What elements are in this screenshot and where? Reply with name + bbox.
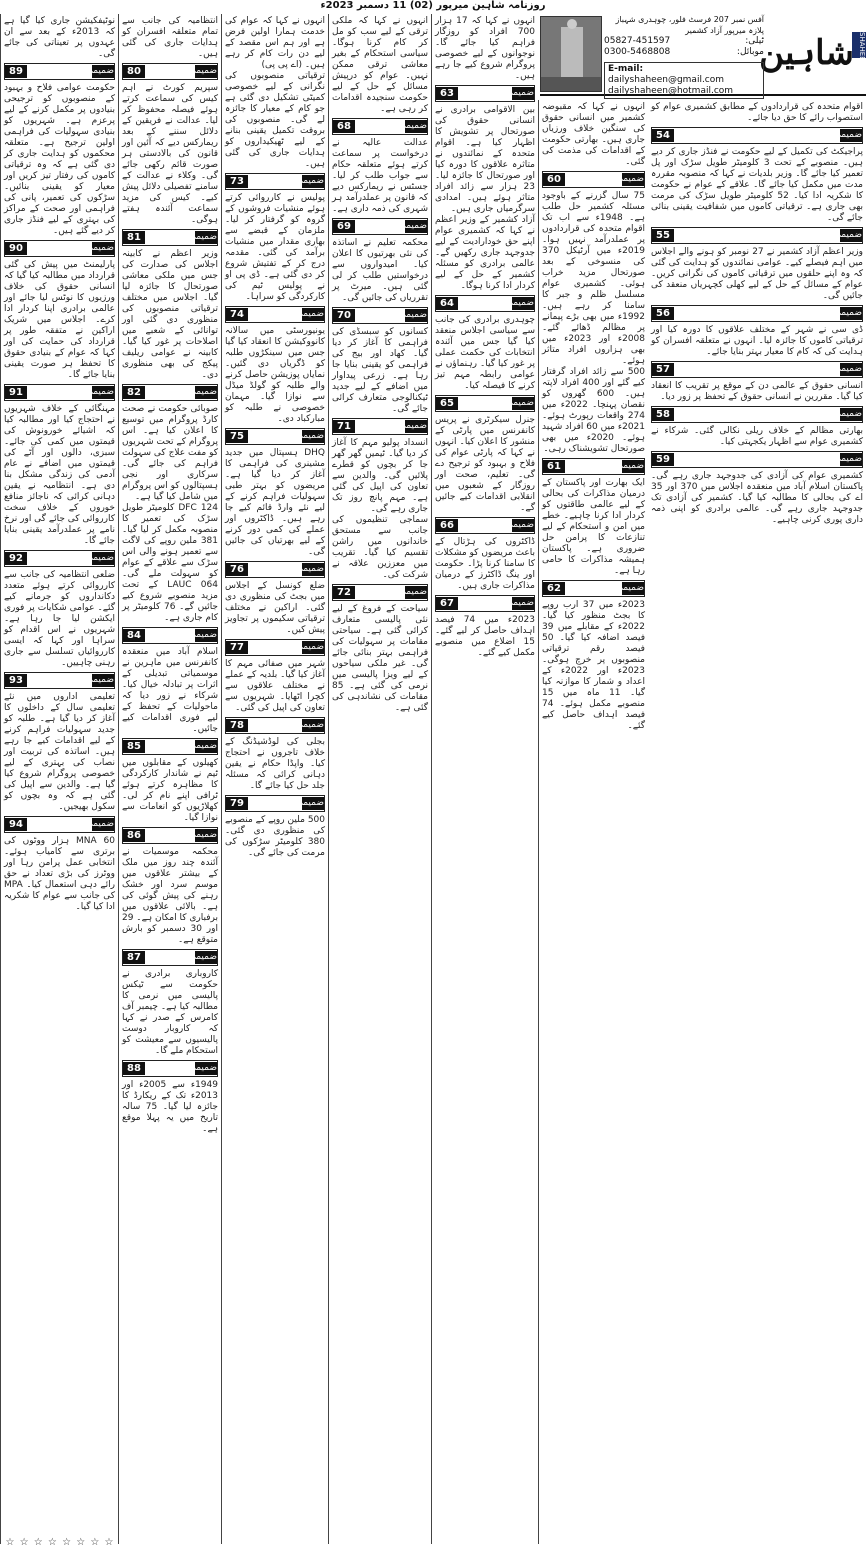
email-secondary[interactable]: dailyshaheen@hotmail.com: [608, 86, 734, 96]
news-text: ڈی سی نے شہر کے مختلف علاقوں کا دورہ کیا اور ترقیاتی کاموں کا جائزہ لیا۔ انہوں نے متعلقہ افسران کو ہدایت کی کہ کام کا معیار بہتر بنایا جائے۔: [651, 325, 863, 357]
news-item-number: 84: [123, 629, 145, 642]
news-text: انہوں نے کہا کہ 17 ہزار 700 افراد کو روزگار فراہم کیا جائے گا۔ نوجوانوں کے لیے خصوصی پروگرام شروع کیے جا رہے ہیں۔: [435, 16, 535, 81]
news-item-header: [542, 580, 645, 597]
news-text: سیاحت کے فروغ کے لیے نئی پالیسی متعارف کرائی گئی ہے۔ سیاحتی مقامات پر سہولیات کی فراہمی بہتر بنائی جائے گی۔ غیر ملکی سیاحوں کے لیے ویزا پالیسی میں نرمی کی گئی ہے۔ 85 مقامات کی نشاندہی کی گئی ہے۔: [332, 604, 428, 713]
news-item-label: ضمیمہ: [87, 66, 114, 76]
masthead-contact: [604, 14, 764, 94]
news-item-label: ضمیمہ: [507, 88, 534, 98]
news-text: انسانی حقوق کے عالمی دن کے موقع پر تقریب کا انعقاد کیا گیا۔ مقررین نے انسانی حقوق کے تحفظ پر زور دیا۔: [651, 381, 863, 402]
news-item-header: [4, 63, 115, 80]
news-item-header: [225, 173, 325, 190]
news-item-number: 77: [226, 641, 248, 654]
news-item-label: ضمیمہ: [400, 587, 427, 597]
news-item-header: [332, 584, 428, 601]
news-item-number: 65: [436, 397, 458, 410]
news-item-label: ضمیمہ: [190, 66, 217, 76]
news-item-label: ضمیمہ: [190, 952, 217, 962]
news-item-header: [435, 595, 535, 612]
news-item-label: ضمیمہ: [190, 232, 217, 242]
news-item-label: ضمیمہ: [835, 230, 862, 240]
news-text: کسانوں کو سبسڈی کی فراہمی کا آغاز کر دیا گیا۔ کھاد اور بیج کی فراہمی کو یقینی بنایا جا رہا ہے۔ زرعی پیداوار میں اضافے کے لیے جدید ٹیکنالوجی متعارف کرائی جائے گی۔: [332, 327, 428, 414]
email-primary[interactable]: dailyshaheen@gmail.com: [608, 75, 725, 85]
news-text: محکمہ تعلیم نے اساتذہ کی نئی بھرتیوں کا اعلان کیا۔ امیدواروں سے درخواستیں طلب کر لی گئی ہیں۔ میرٹ پر تقرریاں کی جائیں گی۔: [332, 238, 428, 303]
news-item-header: [122, 627, 218, 644]
news-item-number: 78: [226, 719, 248, 732]
news-text: انہوں نے کہا کہ مقبوضہ کشمیر میں انسانی حقوق کی سنگین خلاف ورزیاں جاری ہیں۔ بھارتی حکومت کے اقدامات کی مذمت کی گئی۔: [542, 102, 645, 167]
news-text: بھارتی مظالم کے خلاف ریلی نکالی گئی۔ شرکاء نے کشمیری عوام سے اظہار یکجہتی کیا۔: [651, 426, 863, 447]
news-item-number: 58: [652, 408, 674, 421]
news-text: شہر میں صفائی مہم کا آغاز کیا گیا۔ بلدیہ کے عملے نے مختلف علاقوں سے کچرا اٹھایا۔ شہریوں سے تعاون کی اپیل کی گئی۔: [225, 659, 325, 713]
news-text: کھیلوں کے مقابلوں میں ٹیم نے شاندار کارکردگی کا مظاہرہ کرتے ہوئے ٹرافی اپنے نام کر لی۔ کھلاڑیوں کو انعامات سے نوازا گیا۔: [122, 758, 218, 823]
news-text: ضلعی انتظامیہ کی جانب سے کارروائی کرتے ہوئے متعدد دکانداروں کو جرمانے کیے گئے۔ عوامی شکایات پر فوری ایکشن لیا جا رہا ہے۔ شہریوں نے اس اقدام کو سراہا اور کہا کہ ایسی کارروائیاں تسلسل سے جاری رہنی چاہییں۔: [4, 570, 115, 668]
news-text: پارلیمنٹ میں پیش کی گئی قرارداد میں مطالبہ کیا گیا کہ انسانی حقوق کی خلاف ورزیوں کا نوٹس لیا جائے اور عالمی برادری اپنا کردار ادا کرے۔ اجلاس میں شریک اراکین نے متفقہ طور پر قرارداد کی حمایت کی اور کہا کہ عوام کے بنیادی حقوق کا تحفظ ہر صورت یقینی بنایا جائے گا۔: [4, 260, 115, 380]
news-item-number: 71: [333, 420, 355, 433]
news-item-label: ضمیمہ: [835, 364, 862, 374]
news-item-number: 70: [333, 309, 355, 322]
news-item-number: 72: [333, 586, 355, 599]
news-item-label: ضمیمہ: [617, 583, 644, 593]
news-item-number: 85: [123, 740, 145, 753]
news-item-number: 55: [652, 229, 674, 242]
news-item-label: ضمیمہ: [835, 454, 862, 464]
news-item-header: [122, 949, 218, 966]
news-item-number: 69: [333, 220, 355, 233]
news-item-label: ضمیمہ: [190, 387, 217, 397]
news-item-label: ضمیمہ: [507, 520, 534, 530]
news-item-number: 68: [333, 120, 355, 133]
news-text: 2023ء میں 37 ارب روپے کا بجٹ منظور کیا گیا۔ 2022ء کے مقابلے میں 39 فیصد اضافہ کیا گیا۔ 50 فیصد رقم ترقیاتی منصوبوں پر خرچ ہوگی۔ 2023ء اور 2022ء کے اعداد و شمار کا موازنہ کیا گیا۔ 11 ماہ میں 15 منصوبے مکمل ہوئے۔ 74 فیصد اہداف حاصل کیے گئے۔: [542, 600, 645, 731]
news-text: نوٹیفکیشن جاری کیا گیا ہے کہ 2013ء کے بعد سے ان عہدوں پر تعیناتی کی جائے گی۔: [4, 16, 115, 59]
news-item-number: 88: [123, 1062, 145, 1075]
mobile-row: [604, 47, 764, 58]
photo-ground: [541, 77, 601, 91]
news-item-number: 57: [652, 363, 674, 376]
news-item-number: 81: [123, 231, 145, 244]
news-text: سپریم کورٹ نے اہم کیس کی سماعت کرتے ہوئے فیصلہ محفوظ کر لیا۔ عدالت نے فریقین کے دلائل سننے کے بعد ریمارکس دیے کہ آئین اور قانون کی بالادستی ہر صورت قائم رکھی جائے گی۔ وکلاء نے عدالت کے سامنے تفصیلی دلائل پیش کیے۔ کیس کی مزید سماعت آئندہ ہفتے ہوگی۔: [122, 83, 218, 225]
news-item-header: [4, 384, 115, 401]
news-text: بین الاقوامی برادری نے انسانی حقوق کی صورتحال پر تشویش کا اظہار کیا ہے۔ اقوام متحدہ کے نمائندوں نے متاثرہ علاقوں کا دورہ کیا اور صورتحال کا جائزہ لیا۔ 23 ہزار سے زائد افراد متاثر ہوئے ہیں۔ امدادی سرگرمیاں جاری ہیں۔: [435, 105, 535, 214]
newspaper-logo: [759, 14, 866, 94]
news-item-label: ضمیمہ: [190, 741, 217, 751]
news-text: مہنگائی کے خلاف شہریوں نے احتجاج کیا اور مطالبہ کیا کہ اشیائے خورونوش کی قیمتوں میں کمی کی جائے۔ سبزی، دالوں اور آٹے کی قیمتوں میں اضافے نے عام آدمی کی زندگی مشکل بنا دی ہے۔ انتظامیہ نے یقین دہانی کرائی کہ ناجائز منافع خوروں کے خلاف سخت کارروائی کی جائے گی اور نرخ نامے پر عملدرآمد یقینی بنایا جائے گا۔: [3, 404, 115, 546]
news-item-header: [4, 550, 115, 567]
news-item-number: 63: [436, 87, 458, 100]
news-item-number: 91: [5, 386, 27, 399]
news-item-header: [435, 395, 535, 412]
telephone-label: ٹیلی:: [745, 36, 764, 46]
news-item-header: [122, 738, 218, 755]
news-item-label: ضمیمہ: [835, 130, 862, 140]
footer-stars: ☆ ☆ ☆ ☆ ☆ ☆ ☆ ☆: [5, 1537, 115, 1548]
news-item-header: [225, 306, 325, 323]
news-item-label: ضمیمہ: [507, 598, 534, 608]
news-item-number: 66: [436, 519, 458, 532]
news-text: چوہدری برادری کی جانب سے سیاسی اجلاس منعقد کیا گیا جس میں آئندہ انتخابات کی حکمت عملی پر غور کیا گیا۔ رہنماؤں نے عوامی رابطہ مہم تیز کرنے کا فیصلہ کیا۔: [435, 315, 535, 391]
news-item-header: [4, 672, 115, 689]
news-item-header: [225, 639, 325, 656]
news-item-label: ضمیمہ: [297, 720, 324, 730]
news-item-header: [435, 517, 535, 534]
news-item-number: 64: [436, 297, 458, 310]
news-item-label: ضمیمہ: [835, 308, 862, 318]
news-item-label: ضمیمہ: [297, 642, 324, 652]
news-item-number: 60: [543, 173, 565, 186]
column-4: [328, 14, 431, 1544]
news-item-label: ضمیمہ: [190, 830, 217, 840]
news-text: کاروباری برادری نے حکومت سے ٹیکس پالیسی میں نرمی کا مطالبہ کیا ہے۔ چیمبر آف کامرس کے صدر نے کہا کہ کاروبار دوست پالیسیوں سے معیشت کو استحکام ملے گا۔: [122, 969, 218, 1056]
office-address: آفس نمبر 207 فرسٹ فلور، چوہدری شہباز پلازہ میرپور آزاد کشمیر: [615, 15, 764, 35]
news-text: DHQ ہسپتال میں جدید مشینری کی فراہمی کا آغاز کر دیا گیا ہے۔ مریضوں کو بہتر طبی سہولیات فراہم کرنے کے لیے نئے وارڈ قائم کیے جا رہے ہیں۔ ڈاکٹروں اور عملے کی کمی دور کرنے کے لیے بھرتیاں کی جائیں گی۔: [225, 448, 325, 557]
news-text: 75 سال گزرنے کے باوجود مسئلہ کشمیر حل طلب ہے۔ 1948ء سے اب تک اقوام متحدہ کی قراردادوں پر عملدرآمد نہیں ہوا۔ 2019ء میں آرٹیکل 370 کی منسوخی کے بعد صورتحال مزید خراب ہوئی۔ کشمیری عوام مسلسل ظلم و جبر کا سامنا کر رہے ہیں۔ 1992ء میں بھی بڑے پیمانے پر مظالم ڈھائے گئے۔ 2008ء اور 2023ء میں بھی ہزاروں افراد متاثر ہوئے۔: [542, 191, 646, 366]
news-item-number: 87: [123, 951, 145, 964]
news-item-label: ضمیمہ: [87, 819, 114, 829]
column-1: [0, 14, 118, 1544]
news-item-number: 93: [5, 674, 27, 687]
news-item-header: [225, 795, 325, 812]
column-6: [538, 100, 648, 1544]
news-item-header: [332, 218, 428, 235]
telephone-number: 05827-451597: [604, 36, 671, 46]
news-item-number: 54: [652, 129, 674, 142]
news-item-number: 59: [652, 453, 674, 466]
news-item-header: [4, 240, 115, 257]
news-item-header: [225, 561, 325, 578]
masthead-photo: [540, 16, 602, 92]
news-text: انہوں نے کہا کہ ملکی ترقی کے لیے سب کو مل کر کام کرنا ہوگا۔ سیاسی استحکام کے بغیر معاشی ترقی ممکن نہیں۔ عوام کو درپیش مسائل کے حل کے لیے حکومت سنجیدہ اقدامات کر رہی ہے۔: [332, 16, 428, 114]
news-item-label: ضمیمہ: [87, 553, 114, 563]
news-text: اقوام متحدہ کی قراردادوں کے مطابق کشمیری عوام کو استصواب رائے کا حق دیا جائے۔: [651, 102, 863, 123]
news-item-number: 74: [226, 308, 248, 321]
news-item-header: [332, 418, 428, 435]
news-item-label: ضمیمہ: [87, 675, 114, 685]
news-item-header: [225, 717, 325, 734]
news-item-header: [651, 406, 863, 423]
news-text: سماجی تنظیموں کی جانب سے مستحق خاندانوں میں راشن تقسیم کیا گیا۔ تقریب میں معززین علاقہ نے شرکت کی۔: [332, 515, 428, 580]
news-item-label: ضمیمہ: [400, 310, 427, 320]
news-text: وزیر اعظم آزاد کشمیر نے 27 نومبر کو ہونے والے اجلاس میں اہم فیصلے کیے۔ عوامی نمائندوں کو ہدایت کی گئی کہ وہ اپنے حلقوں میں ترقیاتی کاموں کی نگرانی کریں۔ عوام کے مسائل کے حل کے لیے کھلی کچہریاں منعقد کی جائیں گی۔: [651, 247, 863, 301]
news-item-header: [542, 171, 645, 188]
news-item-number: 67: [436, 597, 458, 610]
news-item-label: ضمیمہ: [507, 298, 534, 308]
news-item-label: ضمیمہ: [297, 431, 324, 441]
news-item-header: [122, 1060, 218, 1077]
news-text: انتظامیہ کی جانب سے تمام متعلقہ افسران کو ہدایات جاری کی گئی ہیں۔: [122, 16, 218, 59]
news-item-number: 92: [5, 552, 27, 565]
news-text: آزاد کشمیر کے وزیر اعظم نے کہا کہ کشمیری عوام اپنے حق خودارادیت کے لیے جدوجہد جاری رکھیں گے۔ عالمی برادری کو مسئلہ کشمیر کے حل کے لیے کردار ادا کرنا ہوگا۔: [435, 215, 535, 291]
news-item-label: ضمیمہ: [507, 398, 534, 408]
news-item-label: ضمیمہ: [400, 121, 427, 131]
news-item-number: 94: [5, 818, 27, 831]
news-text: ضلع کونسل کے اجلاس میں بجٹ کی منظوری دی گئی۔ اراکین نے مختلف ترقیاتی سکیموں پر تجاویز پیش کیں۔: [225, 581, 325, 635]
email-box: [604, 62, 764, 99]
news-item-header: [542, 458, 645, 475]
news-item-number: 82: [123, 386, 145, 399]
news-item-number: 90: [5, 242, 27, 255]
news-item-header: [332, 118, 428, 135]
news-item-header: [651, 127, 863, 144]
news-item-number: 73: [226, 175, 248, 188]
telephone-row: [604, 36, 764, 47]
news-item-label: ضمیمہ: [87, 387, 114, 397]
news-item-header: [122, 827, 218, 844]
news-text: پولیس نے کارروائی کرتے ہوئے منشیات فروشوں کے گروہ کو گرفتار کر لیا۔ ملزمان کے قبضے سے بھاری مقدار میں منشیات برآمد کی گئی۔ مقدمہ درج کر کے تفتیش شروع کر دی گئی ہے۔ ڈی پی او نے پولیس ٹیم کی کارکردگی کو سراہا۔: [225, 193, 325, 302]
news-item-number: 89: [5, 65, 27, 78]
logo-text: شاہین: [759, 33, 854, 73]
news-item-header: [651, 451, 863, 468]
news-text: 500 ملین روپے کے منصوبے کی منظوری دی گئی۔ 380 کلومیٹر سڑکوں کی مرمت کی جائے گی۔: [225, 815, 325, 858]
news-item-label: ضمیمہ: [400, 421, 427, 431]
news-text: MNA 60 ہزار ووٹوں کی برتری سے کامیاب ہوئے۔ انتخابی عمل پرامن رہا اور ووٹرز کی بڑی تعداد نے حق رائے دہی استعمال کیا۔ MPA کی جانب سے عوام کا شکریہ ادا کیا گیا۔: [4, 836, 115, 912]
news-item-number: 75: [226, 430, 248, 443]
news-text: اسلام آباد میں منعقدہ کانفرنس میں ماہرین نے موسمیاتی تبدیلی کے اثرات پر تبادلہ خیال کیا۔ شرکاء نے زور دیا کہ ماحولیات کے تحفظ کے لیے فوری اقدامات کیے جائیں۔: [122, 647, 218, 734]
news-text: ڈاکٹروں کی ہڑتال کے باعث مریضوں کو مشکلات کا سامنا کرنا پڑا۔ حکومت اور ینگ ڈاکٹرز کے درمیان مذاکرات جاری ہیں۔: [435, 537, 535, 591]
news-text: جنرل سیکرٹری نے پریس کانفرنس میں پارٹی کے منشور کا اعلان کیا۔ انہوں نے کہا کہ پارٹی عوام کی فلاح و بہبود کو ترجیح دے گی۔ تعلیم، صحت اور روزگار کے شعبوں میں انقلابی اقدامات کیے جائیں گے۔: [435, 415, 535, 513]
news-text: محکمہ موسمیات نے آئندہ چند روز میں ملک کے بیشتر علاقوں میں موسم سرد اور خشک رہنے کی پیش گوئی کی ہے۔ بالائی علاقوں میں برفباری کا امکان ہے۔ 29 اور 30 دسمبر کو بارش متوقع ہے۔: [121, 847, 218, 945]
news-item-label: ضمیمہ: [835, 409, 862, 419]
news-item-header: [435, 85, 535, 102]
news-item-label: ضمیمہ: [297, 564, 324, 574]
news-text: DFC 124 کلومیٹر طویل سڑک کی تعمیر کا منصوبہ مکمل کر لیا گیا۔ 381 ملین روپے کی لاگت سے تعمیر ہونے والی اس سڑک سے علاقے کے عوام کو سہولت ملے گی۔ 064 LAUC کے تحت مزید منصوبے شروع کیے جائیں گے۔ 76 کلومیٹر پر کام جاری ہے۔: [122, 503, 218, 623]
news-item-header: [651, 361, 863, 378]
news-item-label: ضمیمہ: [297, 176, 324, 186]
news-item-label: ضمیمہ: [190, 1063, 217, 1073]
news-text: تعلیمی اداروں میں نئے تعلیمی سال کے داخلوں کا آغاز کر دیا گیا ہے۔ طلبہ کو جدید سہولیات فراہم کرنے کے لیے اقدامات کیے جا رہے ہیں۔ اساتذہ کی تربیت اور نصاب کی بہتری کے لیے خصوصی پروگرام شروع کیا گیا ہے۔ والدین سے اپیل کی گئی ہے کہ وہ بچوں کو سکول بھیجیں۔: [4, 692, 115, 812]
news-item-header: [122, 384, 218, 401]
news-text: انسداد پولیو مہم کا آغاز کر دیا گیا۔ ٹیمیں گھر گھر جا کر بچوں کو قطرے پلائیں گی۔ والدین سے تعاون کی اپیل کی گئی ہے۔ مہم پانچ روز تک جاری رہے گی۔: [332, 438, 428, 514]
news-item-label: ضمیمہ: [617, 461, 644, 471]
news-item-header: [225, 428, 325, 445]
news-text: 1949ء سے 2005ء اور 2013ء تک کے ریکارڈ کا جائزہ لیا گیا۔ 75 سالہ تاریخ میں یہ پہلا موقع ہے۔: [122, 1080, 218, 1134]
monument-icon: [561, 27, 583, 77]
mobile-label: موبائل:: [736, 47, 764, 57]
news-item-header: [651, 227, 863, 244]
news-text: انہوں نے کہا کہ عوام کی خدمت ہمارا اولین فرض ہے اور ہم اس مقصد کے لیے دن رات کام کر رہے ہیں۔ (اے پی پی): [225, 16, 325, 70]
news-item-number: 61: [543, 460, 565, 473]
news-text: صوبائی حکومت نے صحت کارڈ پروگرام میں توسیع کا اعلان کیا ہے۔ اس پروگرام کے تحت شہریوں کو مفت علاج کی سہولت فراہم کی جائے گی۔ سرکاری اور نجی ہسپتالوں کو اس پروگرام میں شامل کیا گیا ہے۔: [122, 404, 218, 502]
column-7: [648, 100, 866, 1544]
news-text: بجلی کی لوڈشیڈنگ کے خلاف تاجروں نے احتجاج کیا۔ واپڈا حکام نے یقین دہانی کرائی کہ مسئلہ جلد حل کیا جائے گا۔: [225, 737, 325, 791]
news-text: یونیورسٹی میں سالانہ کانووکیشن کا انعقاد کیا گیا جس میں سینکڑوں طلبہ کو ڈگریاں دی گئیں۔ نمایاں پوزیشن حاصل کرنے والے طلبہ کو گولڈ میڈل سے نوازا گیا۔ مہمان خصوصی نے طلبہ کو مبارکباد دی۔: [225, 326, 325, 424]
news-item-label: ضمیمہ: [297, 309, 324, 319]
news-item-number: 79: [226, 797, 248, 810]
logo-badge: SHAHEEN: [852, 32, 866, 58]
news-text: ایک بھارت اور پاکستان کے درمیان مذاکرات کی بحالی کے لیے عالمی طاقتوں کو کردار ادا کرنا چاہیے۔ خطے میں امن و استحکام کے لیے تنازعات کا پرامن حل ضروری ہے۔ پاکستان ہمیشہ مذاکرات کا حامی رہا ہے۔: [542, 478, 645, 576]
news-text: کشمیری عوام کی آزادی کی جدوجہد جاری رہے گی۔ پاکستان اسلام آباد میں منعقدہ اجلاس میں 370 اور 35 اے کی بحالی کا مطالبہ کیا گیا۔ کشمیر کی آزادی تک جدوجہد جاری رہے گی۔ عالمی برادری کو اپنی ذمہ داری پوری کرنی چاہیے۔: [651, 471, 863, 525]
news-item-number: 76: [226, 563, 248, 576]
news-item-number: 86: [123, 829, 145, 842]
news-text: حکومت عوامی فلاح و بہبود کے منصوبوں کو ترجیحی بنیادوں پر مکمل کرنے کے لیے پرعزم ہے۔ شہریوں کو بنیادی سہولیات کی فراہمی اولین ترجیح ہے۔ متعلقہ محکموں کو ہدایت جاری کر دی گئی ہے کہ وہ ترقیاتی کاموں کی رفتار تیز کریں اور معیار کو یقینی بنائیں۔ سڑکوں کی تعمیر، پانی کی فراہمی اور صحت کے مراکز کی بہتری کے لیے فنڈز جاری کر دیے گئے ہیں۔: [4, 83, 115, 236]
news-item-header: [332, 307, 428, 324]
news-item-label: ضمیمہ: [297, 798, 324, 808]
column-5: [431, 14, 538, 1544]
email-label: E-mail:: [608, 64, 644, 74]
news-text: 2023ء میں 74 فیصد اہداف حاصل کر لیے گئے۔ 15 اضلاع میں منصوبے مکمل کیے گئے۔: [435, 615, 535, 658]
column-3: [221, 14, 328, 1544]
news-item-header: [4, 816, 115, 833]
news-item-header: [651, 305, 863, 322]
column-2: [118, 14, 221, 1544]
news-item-label: ضمیمہ: [190, 630, 217, 640]
page-header-line: روزنامہ شاہین میرپور (02) 11 دسمبر 2023ء: [320, 0, 546, 11]
news-item-number: 80: [123, 65, 145, 78]
mobile-number: 0300-5468808: [604, 47, 671, 57]
news-item-label: ضمیمہ: [87, 243, 114, 253]
news-item-label: ضمیمہ: [400, 221, 427, 231]
news-text: ترقیاتی منصوبوں کی نگرانی کے لیے خصوصی کمیٹی تشکیل دی گئی ہے جو کام کے معیار کا جائزہ لے گی۔ منصوبوں کی بروقت تکمیل یقینی بنانے کے لیے ٹھیکیداروں کو ہدایات جاری کی گئی ہیں۔: [225, 71, 325, 169]
news-text: 500 سے زائد افراد گرفتار کیے گئے اور 400 افراد لاپتہ ہیں۔ 600 گھروں کو نقصان پہنچا۔ 2022ء میں 274 واقعات رپورٹ ہوئے۔ 2021ء میں 60 افراد شہید ہوئے۔ 2020ء میں بھی صورتحال تشویشناک رہی۔: [542, 367, 645, 454]
news-text: وزیر اعظم نے کابینہ اجلاس کی صدارت کی جس میں ملکی معاشی صورتحال کا جائزہ لیا گیا۔ اجلاس میں مختلف ترقیاتی منصوبوں کی منظوری دی گئی اور توانائی کے شعبے میں اصلاحات پر غور کیا گیا۔ کابینہ نے عوامی ریلیف پیکج کی بھی منظوری دی۔: [122, 249, 218, 380]
news-item-number: 56: [652, 307, 674, 320]
news-text: پراجیکٹ کی تکمیل کے لیے حکومت نے فنڈز جاری کر دیے ہیں۔ منصوبے کے تحت 3 کلومیٹر طویل سڑک اور پل تعمیر کیا جائے گا۔ وزیر بلدیات نے کہا کہ منصوبہ مقررہ مدت میں مکمل کیا جائے گا۔ علاقے کے عوام نے حکومت کا شکریہ ادا کیا۔ 52 کلومیٹر طویل سڑک کی مرمت بھی جاری ہے۔ ترقیاتی کاموں میں شفافیت یقینی بنائی جائے گی۔: [651, 147, 863, 223]
news-text: عدالت عالیہ نے درخواست پر سماعت کرتے ہوئے متعلقہ حکام سے جواب طلب کر لیا۔ جسٹس نے ریمارکس دیے کہ قانون پر عملدرآمد ہر شہری کی ذمہ داری ہے۔: [332, 138, 428, 214]
news-item-header: [122, 63, 218, 80]
news-item-label: ضمیمہ: [617, 174, 644, 184]
masthead: [540, 14, 866, 96]
news-item-header: [435, 295, 535, 312]
news-item-number: 62: [543, 582, 565, 595]
news-item-header: [122, 229, 218, 246]
